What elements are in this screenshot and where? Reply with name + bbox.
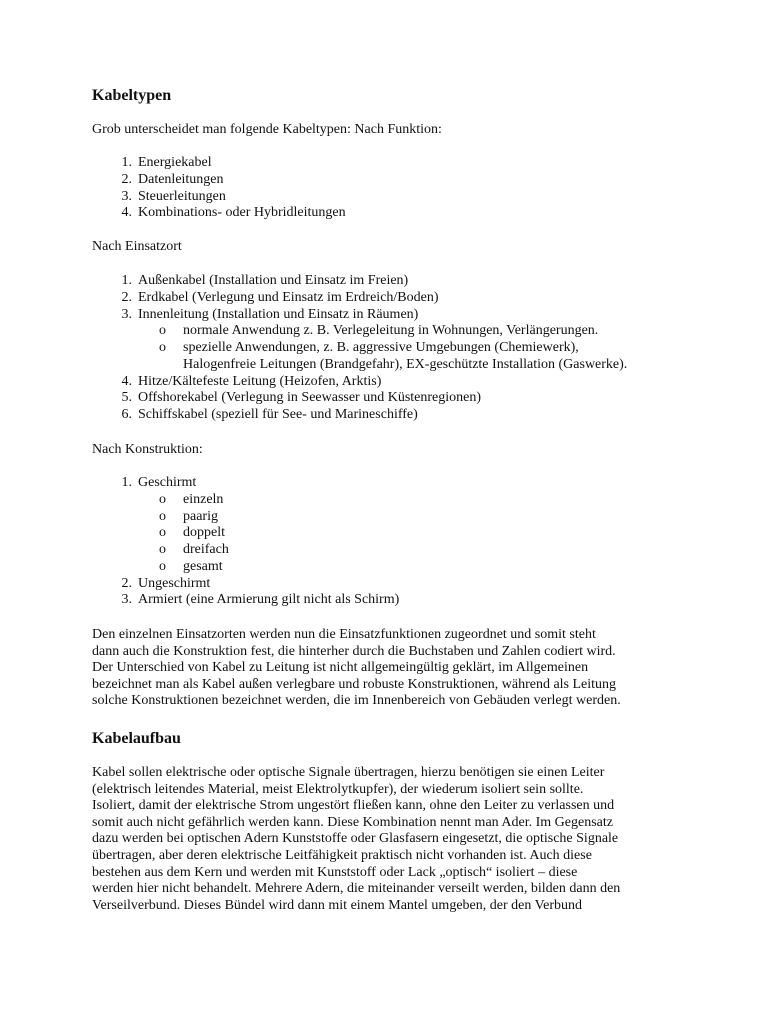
paragraph-line: übertragen, aber deren elektrische Leitfähigkeit praktisch nicht vorhanden ist. Auch diese [92,847,592,863]
list-item-text: Innenleitung (Installation und Einsatz in Räumen) [138,306,419,322]
sublist-item [183,559,399,576]
sublist-item-text: o dreifach [183,542,229,557]
list-item [121,188,346,206]
list-number: 3. [121,188,132,204]
list-number: 5. [121,390,132,406]
paragraph-line: (elektrisch leitendes Material, meist Elektrolytkupfer), der wiederum isoliert sein sollte. [92,781,584,797]
list-item-text: Kombinations- oder Hybridleitungen [138,205,346,221]
intro-text: Grob unterscheidet man folgende Kabeltypen: Nach Funktion: [92,122,442,137]
list-item-text: Ungeschirmt [138,575,211,591]
sublist-item-text-continued: Halogenfreie Leitungen (Brandgefahr), EX-geschützte Installation (Gaswerke). [183,356,628,372]
sublist-innenleitung [138,323,627,373]
list-item [121,373,627,391]
sublist-item [183,492,399,509]
list-item-text: Hitze/Kältefeste Leitung (Heizofen, Arktis) [138,373,382,389]
list-number: 1. [121,155,132,170]
paragraph-line: bezeichnet man als Kabel außen verlegbare und robuste Konstruktionen, während als Leitung [92,676,617,692]
list-number: 2. [121,575,132,591]
paragraph-line: somit auch nicht gefährlich werden kann. Diese Kombination nennt man Ader. Im Gegensatz [92,814,613,830]
list-item-text: Datenleitungen [138,171,224,187]
paragraph-line: Den einzelnen Einsatzorten werden nun die Einsatzfunktionen zugeordnet und somit steht [92,627,596,642]
list-number: 4. [121,373,132,389]
list-item-text: Außenkabel (Installation und Einsatz im Freien) [138,273,409,288]
list-konstruktion [121,475,400,609]
konstruktion-label: Nach Konstruktion: [92,442,203,457]
sublist-item-text: o einzeln [183,491,224,507]
list-item [121,407,627,424]
list-item [121,289,627,307]
list-number: 6. [121,407,132,422]
sublist-item [183,542,399,559]
heading-kabelaufbau: Kabelaufbau [92,730,181,747]
list-item-text: Steuerleitungen [138,188,226,204]
paragraph-line: werden hier nicht behandelt. Mehrere Adern, die miteinander verseilt werden, bilden dann den [92,881,621,897]
sublist-item-text: o gesamt [183,558,223,574]
sublist-item-text: o spezielle Anwendungen, z. B. aggressive Umgebungen (Chemiewerk), [183,340,579,355]
list-item-text: Geschirmt [138,475,197,490]
sublist-item-text: o normale Anwendung z. B. Verlegeleitung in Wohnungen, Verlängerungen. [183,323,599,339]
list-item [121,475,399,576]
paragraph-line: solche Konstruktionen bezeichnet werden, die im Innenbereich von Gebäuden verlegt werden. [92,693,621,709]
sublist-item [183,525,399,542]
list-funktion [121,155,346,222]
paragraph-line: Verseilverbund. Dieses Bündel wird dann mit einem Mantel umgeben, der den Verbund [92,897,583,913]
paragraph-line: Kabel sollen elektrische oder optische Signale übertragen, hierzu benötigen sie einen Leiter [92,765,605,780]
list-einsatzort [121,273,628,424]
paragraph-line: bestehen aus dem Kern und werden mit Kunststoff oder Lack „optisch“ isoliert – diese [92,864,578,880]
list-item [121,205,346,222]
list-number: 2. [121,289,132,305]
heading-kabeltypen: Kabeltypen [92,87,172,104]
paragraph-line: dazu werden bei optischen Adern Kunststoffe oder Glasfasern eingesetzt, die optische Signale [92,831,619,847]
list-item-text: Erdkabel (Verlegung und Einsatz im Erdreich/Boden) [138,289,439,305]
list-number: 3. [121,592,132,608]
einsatzort-label: Nach Einsatzort [92,239,182,254]
paragraph-line: Isoliert, damit der elektrische Strom ungestört fließen kann, ohne den Leiter zu verlassen und [92,798,615,814]
list-number: 1. [121,273,132,288]
list-item [121,155,346,172]
list-item [121,273,627,290]
list-item-text: Energiekabel [138,155,212,170]
list-item-text: Armiert (eine Armierung gilt nicht als Schirm) [138,592,400,608]
list-item [121,306,628,374]
list-number: 2. [121,171,132,187]
sublist-geschirmt [138,492,399,576]
paragraph-line: dann auch die Konstruktion fest, die hinterher durch die Buchstaben und Zahlen codiert wird. [92,643,616,659]
paragraph-kabelaufbau [92,765,620,914]
list-item-text: Offshorekabel (Verlegung in Seewasser und Küstenregionen) [138,390,482,406]
sublist-item [183,509,399,526]
list-number: 4. [121,205,132,221]
list-number: 1. [121,475,132,490]
list-number: 3. [121,306,132,322]
sublist-item [183,340,627,374]
list-item [121,575,399,593]
list-item [121,390,627,407]
paragraph-einsatzorte [92,627,621,710]
sublist-item-text: o doppelt [183,525,225,541]
sublist-item [183,323,627,340]
list-item-text: Schiffskabel (speziell für See- und Marineschiffe) [138,407,418,422]
paragraph-line: Der Unterschied von Kabel zu Leitung ist nicht allgemeingültig geklärt, im Allgemeinen [92,660,589,676]
list-item [121,592,400,609]
list-item [121,171,346,189]
sublist-item-text: o paarig [183,508,218,524]
